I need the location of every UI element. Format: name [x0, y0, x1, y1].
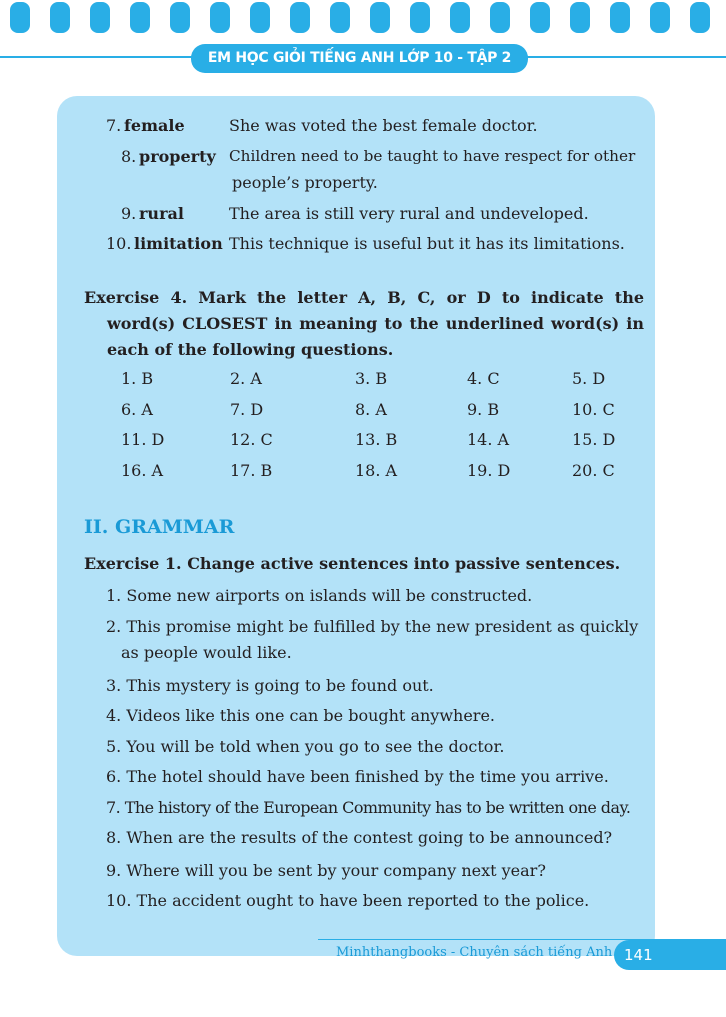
grammar-item: 3. This mystery is going to be found out.	[106, 676, 434, 695]
answer: 3. B	[355, 369, 388, 388]
exercise1-title: Exercise 1. Change active sentences into passive sentences.	[84, 554, 621, 573]
vocab-sentence: Children need to be taught to have respect for other	[229, 147, 636, 165]
answer: 12. C	[230, 430, 273, 449]
vocab-sentence: This technique is useful but it has its limitations.	[229, 234, 625, 253]
answer: 13. B	[355, 430, 398, 449]
header-title: EM HỌC GIỎI TIẾNG ANH LỚP 10 - TẬP 2	[191, 44, 528, 73]
answer: 16. A	[121, 461, 164, 480]
answer: 6. A	[121, 400, 153, 419]
answer: 9. B	[467, 400, 500, 419]
exercise4-title	[84, 285, 644, 363]
answer: 2. A	[230, 369, 262, 388]
section-heading: II. GRAMMAR	[84, 516, 235, 538]
grammar-item: 1. Some new airports on islands will be constructed.	[106, 586, 533, 605]
grammar-item: 5. You will be told when you go to see the doctor.	[106, 737, 505, 756]
answer: 10. C	[572, 400, 615, 419]
answer: 11. D	[121, 430, 165, 449]
vocab-num: 8.	[121, 147, 137, 166]
answer: 8. A	[355, 400, 387, 419]
answer: 4. C	[467, 369, 500, 388]
answer: 20. C	[572, 461, 615, 480]
vocab-word: property	[139, 147, 216, 166]
binder-holes	[0, 0, 726, 34]
answer: 7. D	[230, 400, 264, 419]
answer: 1. B	[121, 369, 154, 388]
grammar-item: 6. The hotel should have been finished by the time you arrive.	[106, 767, 609, 786]
vocab-word: female	[124, 116, 185, 135]
vocab-sentence-cont: people’s property.	[232, 173, 378, 192]
vocab-num: 7.	[106, 116, 122, 135]
answer: 19. D	[467, 461, 511, 480]
grammar-item-cont: as people would like.	[121, 643, 292, 662]
answer: 15. D	[572, 430, 616, 449]
answer: 17. B	[230, 461, 273, 480]
grammar-item: 10. The accident ought to have been reported to the police.	[106, 891, 590, 910]
vocab-word: rural	[139, 204, 184, 223]
grammar-item: 2. This promise might be fulfilled by the new president as quickly	[106, 617, 639, 636]
answer: 18. A	[355, 461, 398, 480]
answer: 14. A	[467, 430, 510, 449]
vocab-num: 9.	[121, 204, 137, 223]
grammar-item: 7. The history of the European Community has to be written one day.	[106, 798, 631, 817]
grammar-item: 9. Where will you be sent by your company next year?	[106, 861, 546, 880]
grammar-item: 8. When are the results of the contest going to be announced?	[106, 828, 613, 847]
grammar-item: 4. Videos like this one can be bought anywhere.	[106, 706, 495, 725]
vocab-num: 10.	[106, 234, 132, 253]
vocab-sentence: The area is still very rural and undeveloped.	[229, 204, 589, 223]
vocab-sentence: She was voted the best female doctor.	[229, 116, 538, 135]
exercise4-title-text: Exercise 4. Mark the letter A, B, C, or D to indicate the word(s) CLOSEST in meaning to the underlined word(s) in each of the following questions.	[84, 288, 644, 359]
page-number: 141	[614, 940, 726, 970]
answer: 5. D	[572, 369, 606, 388]
footer-publisher: Minhthangbooks - Chuyên sách tiếng Anh	[336, 945, 613, 960]
vocab-word: limitation	[134, 234, 223, 253]
